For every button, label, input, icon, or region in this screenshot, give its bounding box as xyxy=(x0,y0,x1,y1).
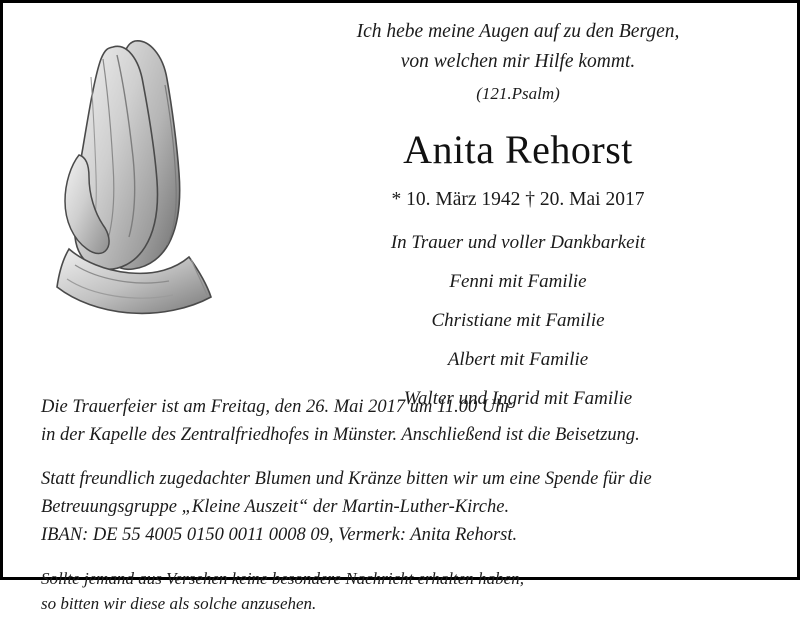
verse-source: (121.Psalm) xyxy=(476,84,560,104)
verse-line-2: von welchen mir Hilfe kommt. xyxy=(400,50,636,72)
funeral-service-paragraph xyxy=(41,393,767,449)
mourner-item: Fenni mit Familie xyxy=(449,271,587,293)
lower-text-block xyxy=(41,393,767,617)
mourner-item: Walter und Ingrid mit Familie xyxy=(403,388,633,410)
service-line-1: Die Trauerfeier ist am Freitag, den 26. Mai 2017 um 11.00 Uhr xyxy=(41,397,512,417)
closing-line-2: so bitten wir diese als solche anzusehen. xyxy=(41,594,317,614)
verse-line-1: Ich hebe meine Augen auf zu den Bergen, xyxy=(356,21,680,42)
life-dates: * 10. März 1942 † 20. Mai 2017 xyxy=(391,189,645,211)
service-line-2: in der Kapelle des Zentralfriedhofes in Münster. Anschließend ist die Beisetzung. xyxy=(41,425,640,446)
upper-text-block xyxy=(253,17,783,410)
donation-iban-line: IBAN: DE 55 4005 0150 0011 0008 09, Vermerk: Anita Rehorst. xyxy=(41,525,518,546)
closing-line-1: Sollte jemand aus Versehen keine besondere Nachricht erhalten haben, xyxy=(41,568,524,588)
donation-line-2: Betreuungsgruppe „Kleine Auszeit“ der Martin-Luther-Kirche. xyxy=(41,497,510,518)
mourner-item: Christiane mit Familie xyxy=(431,310,605,332)
mourning-intro: In Trauer und voller Dankbarkeit xyxy=(390,232,646,254)
closing-paragraph xyxy=(41,566,767,617)
mourner-item: Albert mit Familie xyxy=(447,349,589,371)
deceased-name: Anita Rehorst xyxy=(403,127,633,173)
donation-line-1: Statt freundlich zugedachter Blumen und Kränze bitten wir um eine Spende für die xyxy=(41,469,652,490)
donation-paragraph xyxy=(41,465,767,549)
praying-hands-icon xyxy=(39,25,249,315)
